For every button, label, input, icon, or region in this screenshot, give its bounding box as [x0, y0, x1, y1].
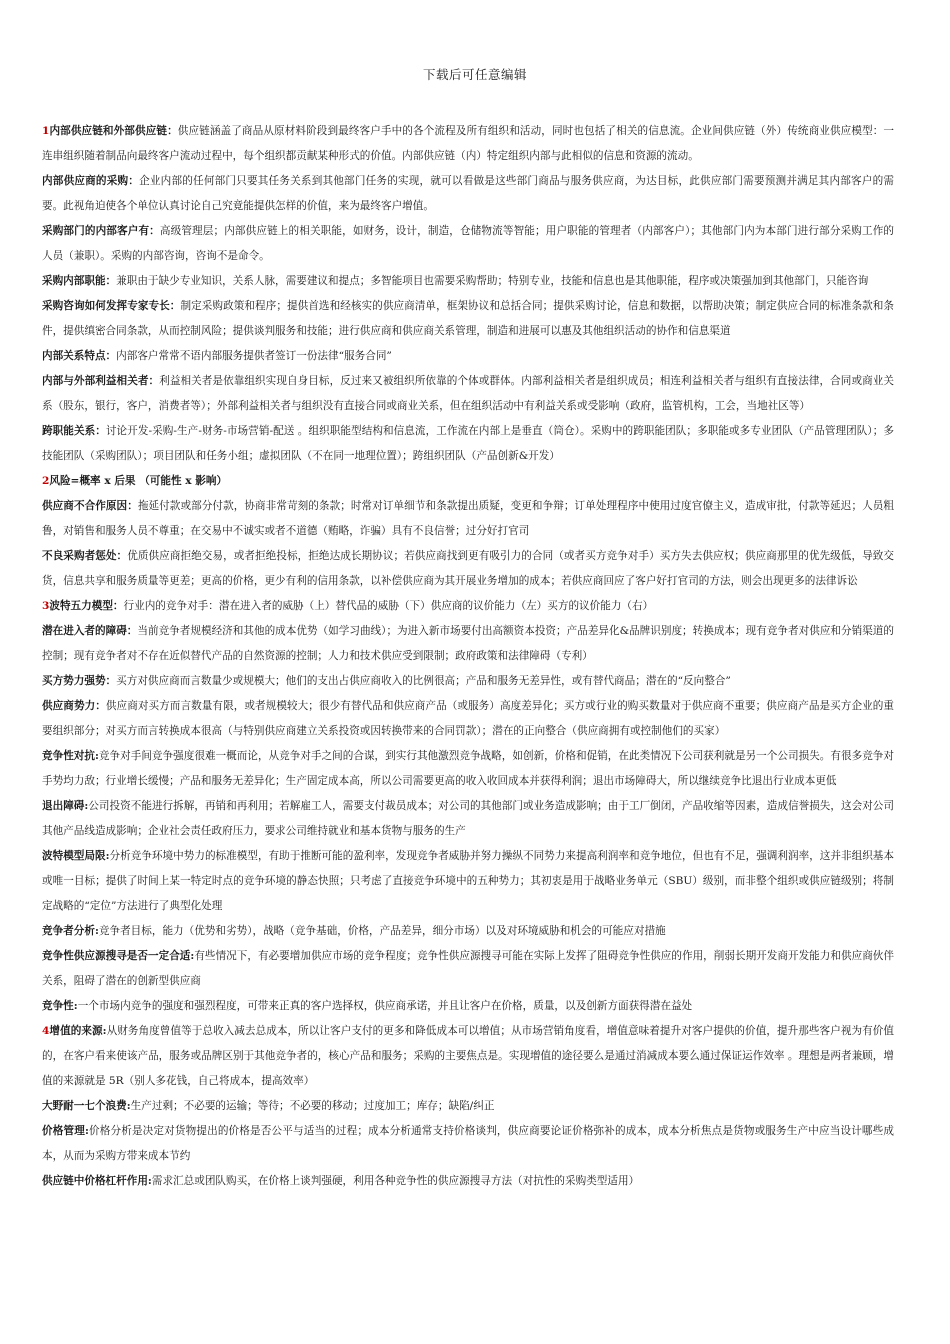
- paragraph-heading: 供应商势力：: [42, 700, 106, 712]
- paragraph-text: 从财务角度曾值等于总收入减去总成本，所以让客户支付的更多和降低成本可以增值；从市场营销角度看，增值意味着提升对客户提供的价值，提升那些客户视为有价值的，在客户看来使该产品，服务或品牌区别于其他竞争者的，核心产品和服务；采购的主要焦点是。实现增值的途径要么是通过消减成本要么通过保证运作效率 。理想是两者兼顾，增值的来源就是 5R（别人多花钱，自己将成本，提高效率）: [42, 1025, 894, 1087]
- paragraph-text: 有些情况下，有必要增加供应市场的竞争程度；竞争性供应源搜寻可能在实际上发挥了阻碍竞争性供应的作用，削弱长期开发商开发能力和供应商伙伴关系，阻碍了潜在的创新型供应商: [42, 950, 894, 987]
- paragraph: [42, 419, 894, 469]
- paragraph-heading: 内部关系特点：: [42, 350, 117, 362]
- paragraph-heading: 波特五力模型：: [49, 600, 124, 612]
- paragraph: [42, 119, 894, 169]
- paragraph: [42, 1169, 894, 1194]
- paragraph-text: 公司投资不能进行拆解，再销和再利用；若解雇工人，需要支付裁员成本；对公司的其他部门或业务造成影响；由于工厂倒闭，产品收缩等因素，造成信誉损失，这会对公司其他产品线造成影响；企业社会责任政府压力，要求公司维持就业和基本货物与服务的生产: [42, 800, 894, 837]
- paragraph-heading: 内部供应链和外部供应链：: [49, 125, 178, 137]
- paragraph-text: 一个市场内竞争的强度和强烈程度，可带来正真的客户选择权，供应商承诺，并且让客户在价格，质量，以及创新方面获得潜在益处: [77, 1000, 693, 1012]
- paragraph-heading: 风险=概率 x 后果 （可能性 x 影响）: [49, 475, 228, 487]
- paragraph-text: 竞争对手间竞争强度很难一概而论，从竞争对手之间的合谋，到实行其他激烈竞争战略，如创新，价格和促销，在此类情况下公司获利就是另一个公司损失。有很多竞争对手势均力敌；行业增长缓慢；产品和服务无差异化；生产固定成本高，所以公司需要更高的收入收回成本并获得利润；退出市场障碍大，所以继续竞争比退出行业成本更低: [42, 750, 894, 787]
- paragraph-text: 价格分析是决定对货物提出的价格是否公平与适当的过程；成本分析通常支持价格谈判，供应商要论证价格弥补的成本，成本分析焦点是货物或服务生产中应当设计哪些成本，从而为采购方带来成本节约: [42, 1125, 894, 1162]
- paragraph: [42, 1019, 894, 1094]
- paragraph: [42, 794, 894, 844]
- paragraph: [42, 369, 894, 419]
- paragraph-text: 制定采购政策和程序；提供首选和经核实的供应商清单，框架协议和总括合同；提供采购讨论，信息和数据，以帮助决策；制定供应合同的标准条款和条件，提供缜密合同条款，从而控制风险；提供谈判服务和技能；进行供应商和供应商关系管理，制造和进展可以惠及其他组织活动的协作和信息渠道: [42, 300, 895, 337]
- paragraph-heading: 采购部门的内部客户有：: [42, 225, 160, 237]
- paragraph: [42, 169, 894, 219]
- paragraph-heading: 不良采购者惩处：: [42, 550, 128, 562]
- paragraph: [42, 544, 894, 594]
- paragraph-heading: 竞争性对抗:: [42, 750, 99, 762]
- paragraph: [42, 1094, 894, 1119]
- paragraph-text: 当前竞争者规模经济和其他的成本优势（如学习曲线）；为进入新市场要付出高额资本投资；产品差异化&品牌识别度；转换成本；现有竞争者对供应和分销渠道的控制；现有竞争者对不存在近似替代产品的自然资源的控制；人力和技术供应受到限制；政府政策和法律障碍（专利）: [42, 625, 895, 662]
- paragraph-text: 行业内的竞争对手：潜在进入者的威胁（上）替代品的威胁（下）供应商的议价能力（左）买方的议价能力（右）: [123, 600, 654, 612]
- paragraph-text: 生产过剩；不必要的运输；等待；不必要的移动；过度加工；库存；缺陷/纠正: [130, 1100, 495, 1112]
- paragraph-heading: 内部与外部利益相关者：: [42, 375, 160, 387]
- paragraph-text: 分析竞争环境中势力的标准模型，有助于推断可能的盈利率，发现竞争者威胁并努力操纵不同势力来提高利润率和竞争地位，但也有不足，强调利润率，这并非组织基本或唯一目标；提供了时间上某一特定时点的竞争环境的静态快照；只考虑了直接竞争环境中的五种势力；其初衷是用于战略业务单元（SBU）级别，而非整个组织或供应链级别；将制定战略的“定位”方法进行了典型化处理: [42, 850, 894, 912]
- paragraph: [42, 694, 894, 744]
- paragraph: [42, 744, 894, 794]
- paragraph: [42, 344, 894, 369]
- paragraph-text: 讨论开发-采购-生产-财务-市场营销-配送 。组织职能型结构和信息流，工作流在内部上是垂直（筒仓）。采购中的跨职能团队；多职能或多专业团队（产品管理团队）；多技能团队（采购团队）；项目团队和任务小组；虚拟团队（不在同一地理位置）；跨组织团队（产品创新&开发）: [42, 425, 894, 462]
- paragraph-heading: 供应链中价格杠杆作用:: [42, 1175, 152, 1187]
- section-number: 3: [42, 600, 50, 612]
- section-number: 1: [42, 125, 50, 137]
- paragraph: [42, 469, 894, 494]
- section-number: 2: [42, 475, 50, 487]
- paragraph: [42, 619, 894, 669]
- paragraph-heading: 波特模型局限:: [42, 850, 110, 862]
- paragraph-text: 利益相关者是依靠组织实现自身目标，反过来又被组织所依靠的个体或群体。内部利益相关者是组织成员；相连利益相关者与组织有直接法律，合同或商业关系（股东，银行，客户，消费者等）；外部利益相关者与组织没有直接合同或商业关系，但在组织活动中有利益关系或受影响（政府，监管机构，工会，当地社区等）: [42, 375, 895, 412]
- paragraph-heading: 大野耐一七个浪费:: [42, 1100, 131, 1112]
- paragraph: [42, 494, 894, 544]
- paragraph: [42, 219, 894, 269]
- paragraph-heading: 退出障碍:: [42, 800, 89, 812]
- paragraph: [42, 994, 894, 1019]
- paragraph-heading: 内部供应商的采购：: [42, 175, 140, 187]
- paragraph-text: 优质供应商拒绝交易，或者拒绝投标，拒绝达成长期协议；若供应商找到更有吸引力的合同（或者买方竞争对手）买方失去供应权；供应商那里的优先级低，导致交货，信息共享和服务质量等更差；更高的价格，更少有利的信用条款，以补偿供应商为其开展业务增加的成本；若供应商回应了客户好打官司的方法，则会出现更多的法律诉讼: [42, 550, 895, 587]
- paragraph-heading: 竞争性:: [42, 1000, 78, 1012]
- paragraph-heading: 跨职能关系：: [42, 425, 106, 437]
- paragraph: [42, 269, 894, 294]
- section-number: 4: [42, 1025, 50, 1037]
- paragraph: [42, 844, 894, 919]
- paragraph: [42, 594, 894, 619]
- paragraph-text: 拖延付款或部分付款，协商非常苛刻的条款；时常对订单细节和条款提出质疑，变更和争辩；订单处理程序中使用过度官僚主义，造成审批，付款等延迟；人员粗鲁，对销售和服务人员不尊重；在交易中不诚实或者不道德（贿略，诈骗）具有不良信誉；过分好打官司: [42, 500, 894, 537]
- paragraph-heading: 采购内部职能：: [42, 275, 117, 287]
- paragraph-heading: 竞争性供应源搜寻是否一定合适:: [42, 950, 195, 962]
- page-header: 下载后可任意编辑: [422, 67, 527, 82]
- paragraph-text: 竞争者目标，能力（优势和劣势），战略（竞争基础，价格，产品差异，细分市场）以及对环境威胁和机会的可能应对措施: [98, 925, 666, 937]
- paragraph-heading: 增值的来源:: [49, 1025, 107, 1037]
- paragraph-heading: 潜在进入者的障碍：: [42, 625, 138, 637]
- document-body: [42, 119, 894, 1194]
- paragraph-heading: 采购咨询如何发挥专家专长：: [42, 300, 181, 312]
- paragraph-heading: 竞争者分析:: [42, 925, 99, 937]
- paragraph-text: 供应链涵盖了商品从原材料阶段到最终客户手中的各个流程及所有组织和活动，同时也包括了相关的信息流。企业间供应链（外）传统商业供应模型：一连串组织随着制品向最终客户流动过程中，每个组织都贡献某种形式的价值。内部供应链（内）特定组织内部与此相似的信息和资源的流动。: [42, 125, 895, 162]
- paragraph: [42, 669, 894, 694]
- paragraph-heading: 价格管理:: [42, 1125, 89, 1137]
- paragraph-text: 买方对供应商而言数量少或规模大；他们的支出占供应商收入的比例很高；产品和服务无差异性，或有替代商品；潜在的“反向整合”: [116, 675, 731, 687]
- paragraph: [42, 294, 894, 344]
- paragraph-text: 需求汇总或团队购买，在价格上谈判强硬，利用各种竞争性的供应源搜寻方法（对抗性的采购类型适用）: [151, 1175, 640, 1187]
- paragraph: [42, 919, 894, 944]
- paragraph-heading: 买方势力强势：: [42, 675, 117, 687]
- paragraph-text: 兼职由于缺少专业知识，关系人脉，需要建议和提点；多智能项目也需要采购帮助；特别专业，技能和信息也是其他职能，程序或决策强加到其他部门，只能咨询: [116, 275, 869, 287]
- paragraph-text: 供应商对买方而言数量有限，或者规模较大；很少有替代品和供应商产品（或服务）高度差异化；买方或行业的购买数量对于供应商不重要；供应商产品是买方企业的重要组织部分；对买方而言转换成本很高（与特别供应商建立关系投资或因转换带来的合同罚款）；潜在的正向整合（供应商拥有或控制他们的买家）: [42, 700, 894, 737]
- paragraph-text: 企业内部的任何部门只要其任务关系到其他部门任务的实现，就可以看做是这些部门商品与服务供应商，为达目标，此供应部门需要预测并满足其内部客户的需要。此视角迫使各个单位认真讨论自己究竟能提供怎样的价值，来为最终客户增值。: [42, 175, 895, 212]
- paragraph-text: 高级管理层；内部供应链上的相关职能，如财务，设计，制造，仓储物流等智能；用户职能的管理者（内部客户）；其他部门内为本部门进行部分采购工作的人员（兼职）。采购的内部咨询，咨询不是命令。: [42, 225, 895, 262]
- paragraph: [42, 944, 894, 994]
- paragraph: [42, 1119, 894, 1169]
- paragraph-text: 内部客户常常不语内部服务提供者签订一份法律“服务合同”: [116, 350, 392, 362]
- paragraph-heading: 供应商不合作原因：: [42, 500, 138, 512]
